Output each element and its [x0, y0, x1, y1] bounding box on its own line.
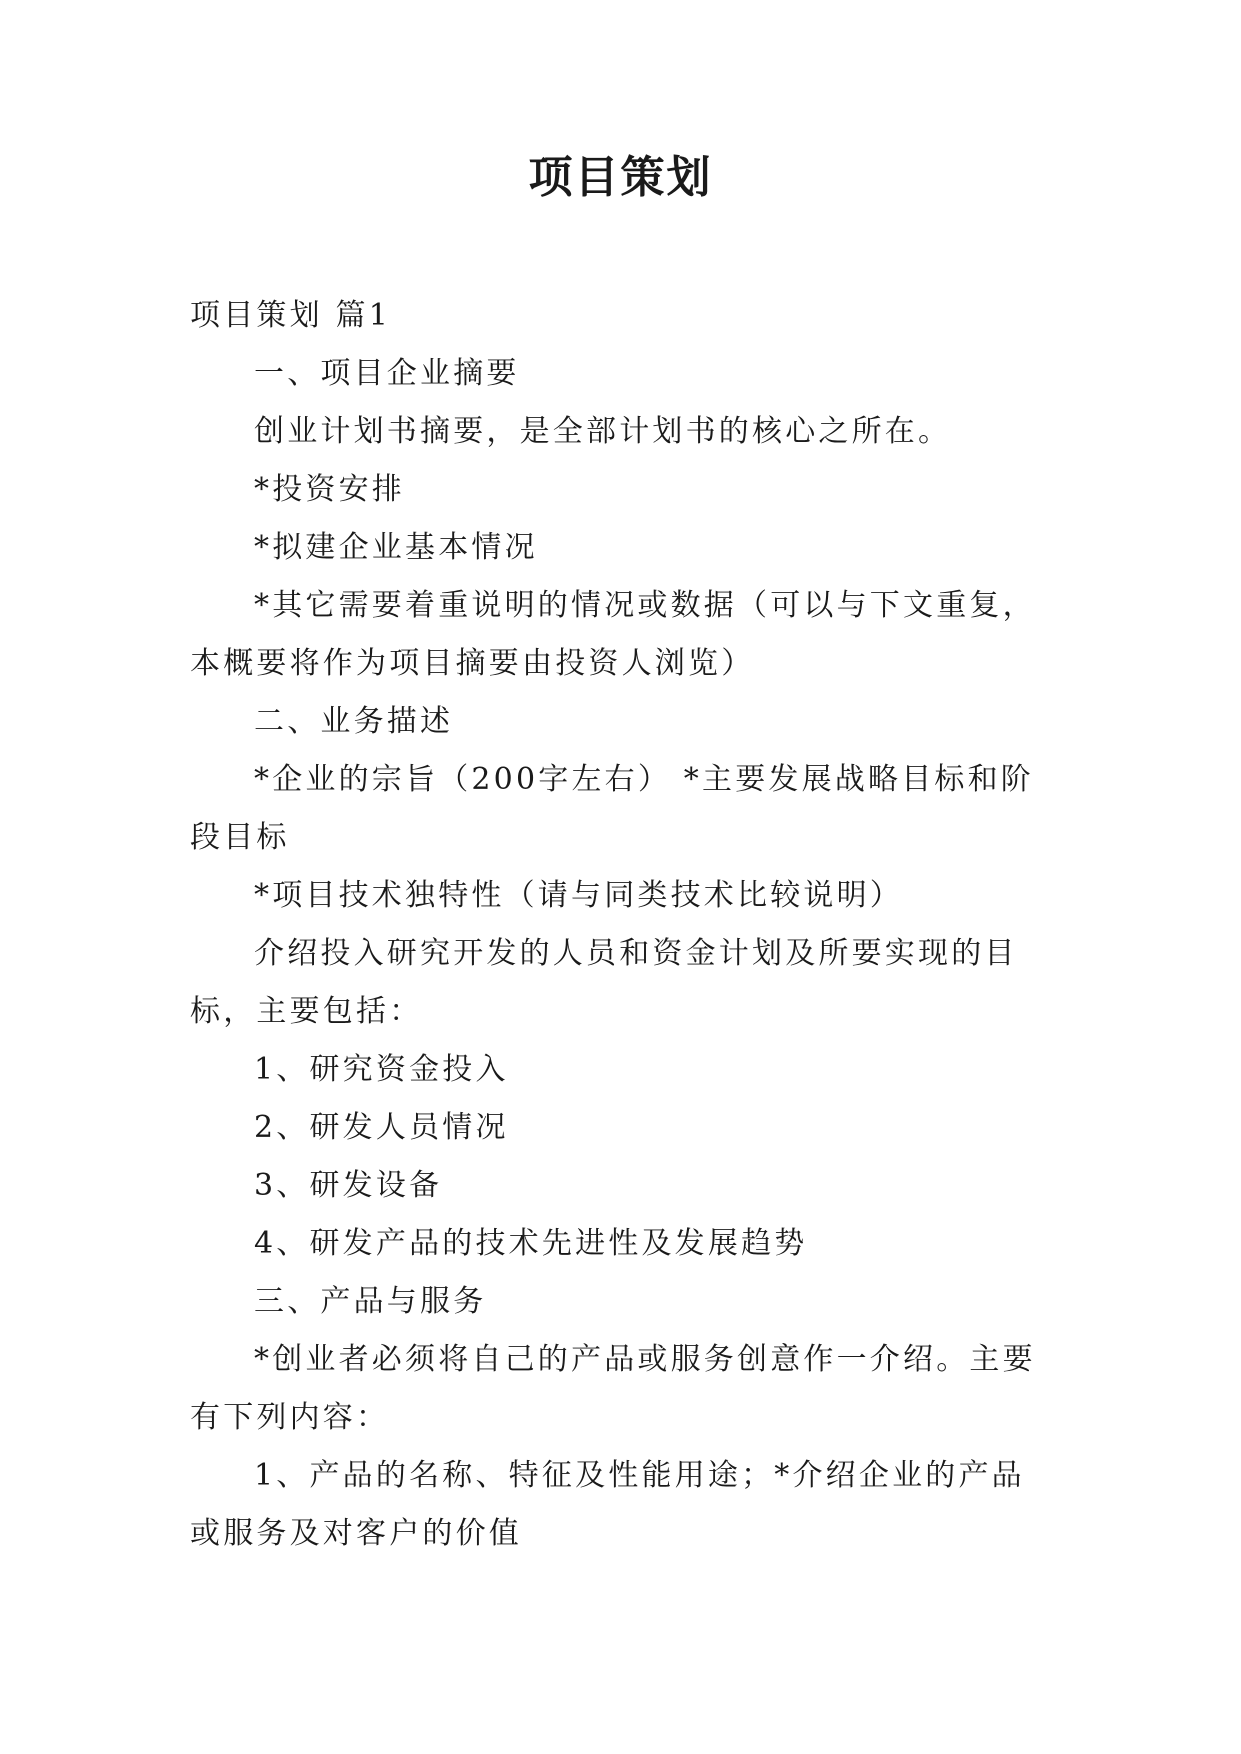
paragraph: 二、业务描述 — [254, 704, 454, 739]
document-body — [190, 287, 1058, 1563]
paragraph: *其它需要着重说明的情况或数据（可以与下文重复，本概要将作为项目摘要由投资人浏览） — [190, 588, 1036, 681]
paragraph: *企业的宗旨（200字左右） *主要发展战略目标和阶段目标 — [190, 762, 1034, 855]
paragraph: 介绍投入研究开发的人员和资金计划及所要实现的目标，主要包括： — [190, 936, 1018, 1029]
paragraph: 创业计划书摘要，是全部计划书的核心之所在。 — [254, 414, 952, 449]
paragraph: 1、研究资金投入 — [254, 1052, 509, 1087]
paragraph: 一、项目企业摘要 — [254, 356, 520, 391]
section-heading: 项目策划 篇1 — [190, 298, 392, 333]
document-title: 项目策划 — [528, 152, 713, 203]
paragraph: *创业者必须将自己的产品或服务创意作一介绍。主要有下列内容： — [190, 1342, 1036, 1435]
paragraph: *拟建企业基本情况 — [254, 530, 538, 565]
paragraph: 4、研发产品的技术先进性及发展趋势 — [254, 1226, 808, 1261]
paragraph: 2、研发人员情况 — [254, 1110, 509, 1145]
paragraph: *投资安排 — [254, 472, 405, 507]
paragraph: 3、研发设备 — [254, 1168, 443, 1203]
paragraph: *项目技术独特性（请与同类技术比较说明） — [254, 878, 903, 913]
paragraph: 三、产品与服务 — [254, 1284, 487, 1319]
paragraph: 1、产品的名称、特征及性能用途；*介绍企业的产品或服务及对客户的价值 — [190, 1458, 1025, 1551]
